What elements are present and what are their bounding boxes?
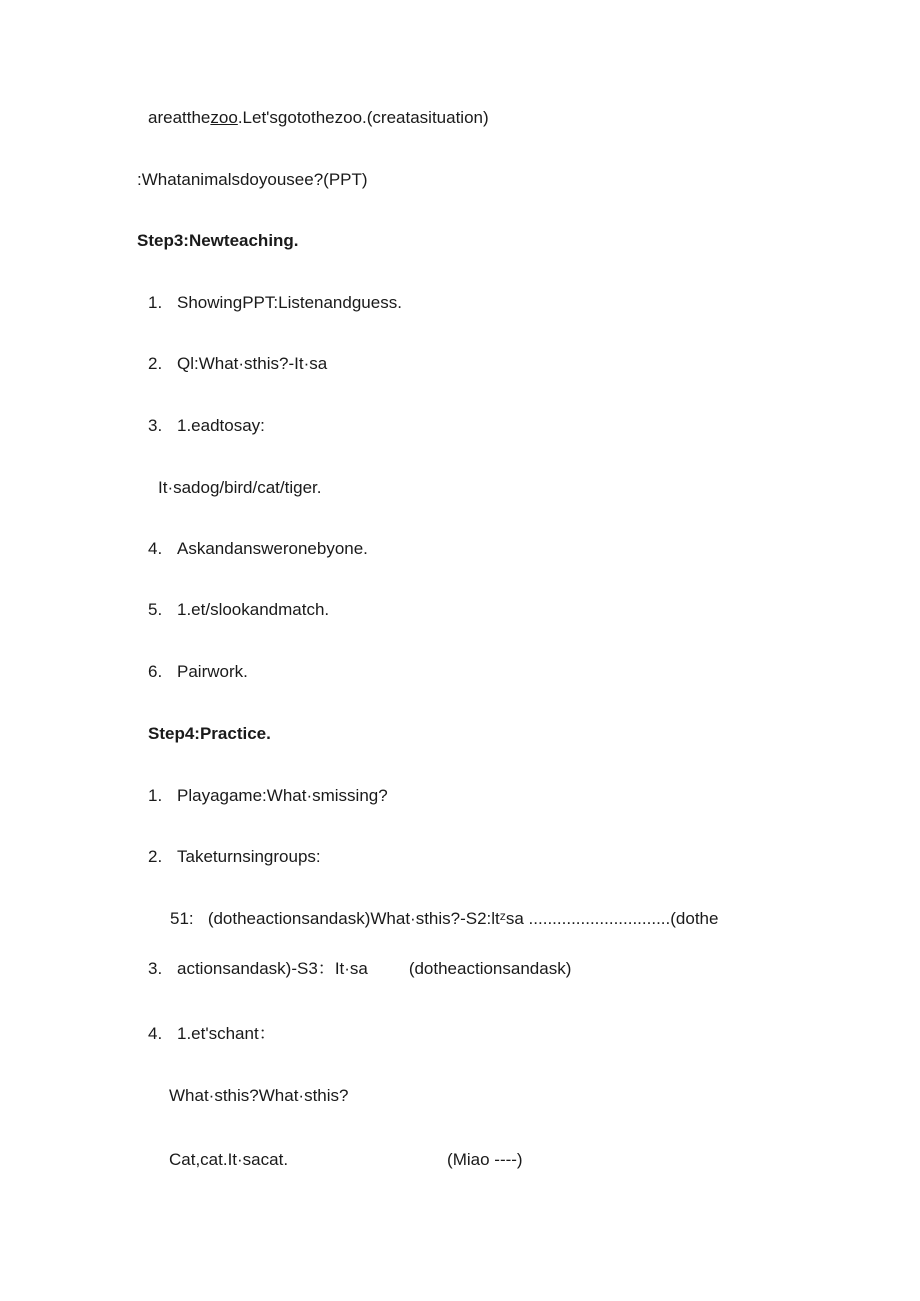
list-number: 4. xyxy=(148,539,163,558)
list-item xyxy=(148,293,402,313)
text-line-dialogue xyxy=(170,909,718,929)
list-number: 3. xyxy=(148,959,163,978)
list-item xyxy=(148,600,329,620)
list-item xyxy=(148,539,368,559)
list-number: 2. xyxy=(148,354,163,373)
line-text: areatthe xyxy=(148,108,211,127)
list-text: actionsandask)-S3： xyxy=(177,959,335,978)
list-text: Ql:What·sthis?-It·sa xyxy=(177,354,328,373)
list-text: 1.et'schant： xyxy=(177,1024,276,1043)
chant-sound: (Miao ----) xyxy=(447,1150,523,1169)
line-text: .Let'sgotothezoo.(creatasituation) xyxy=(237,108,489,127)
list-text: Askandansweronebyone. xyxy=(177,539,368,558)
section-heading-step4: Step4:Practice. xyxy=(148,724,271,743)
chant-text: Cat,cat.It·sacat. xyxy=(169,1150,289,1169)
list-text: Playagame:What·smissing? xyxy=(177,786,388,805)
list-number: 2. xyxy=(148,847,163,866)
list-text: ShowingPPT:Listenandguess. xyxy=(177,293,402,312)
list-item xyxy=(148,354,327,374)
list-text: 1.eadtosay: xyxy=(177,416,265,435)
list-text: Pairwork. xyxy=(177,662,248,681)
text-line-zoo xyxy=(148,108,489,128)
dialogue-text: (dotheactionsandask)What·sthis?-S2:ltᶻsa ..............................(dothe xyxy=(207,909,719,928)
underlined-word: zoo xyxy=(210,108,238,127)
section-heading-step3: Step3:Newteaching. xyxy=(137,231,299,250)
list-item xyxy=(148,786,388,806)
text-line-sentence: It·sadog/bird/cat/tiger. xyxy=(158,478,322,497)
list-number: 1. xyxy=(148,293,163,312)
list-number: 6. xyxy=(148,662,163,681)
list-number: 5. xyxy=(148,600,163,619)
chant-line: What·sthis?What·sthis? xyxy=(169,1086,349,1105)
chant-line xyxy=(169,1150,523,1170)
list-text: It·sa xyxy=(334,959,368,978)
text-line-question: :Whatanimalsdoyousee?(PPT) xyxy=(137,170,368,189)
list-number: 1. xyxy=(148,786,163,805)
list-item xyxy=(148,847,321,867)
list-item xyxy=(148,1024,276,1044)
speaker-label: 51: xyxy=(170,909,194,928)
list-text: Taketurnsingroups: xyxy=(177,847,321,866)
list-text: (dotheactionsandask) xyxy=(408,959,572,978)
list-text: 1.et/slookandmatch. xyxy=(177,600,330,619)
list-item xyxy=(148,662,248,682)
list-item xyxy=(148,959,571,979)
list-item xyxy=(148,416,265,436)
list-number: 3. xyxy=(148,416,163,435)
list-number: 4. xyxy=(148,1024,163,1043)
